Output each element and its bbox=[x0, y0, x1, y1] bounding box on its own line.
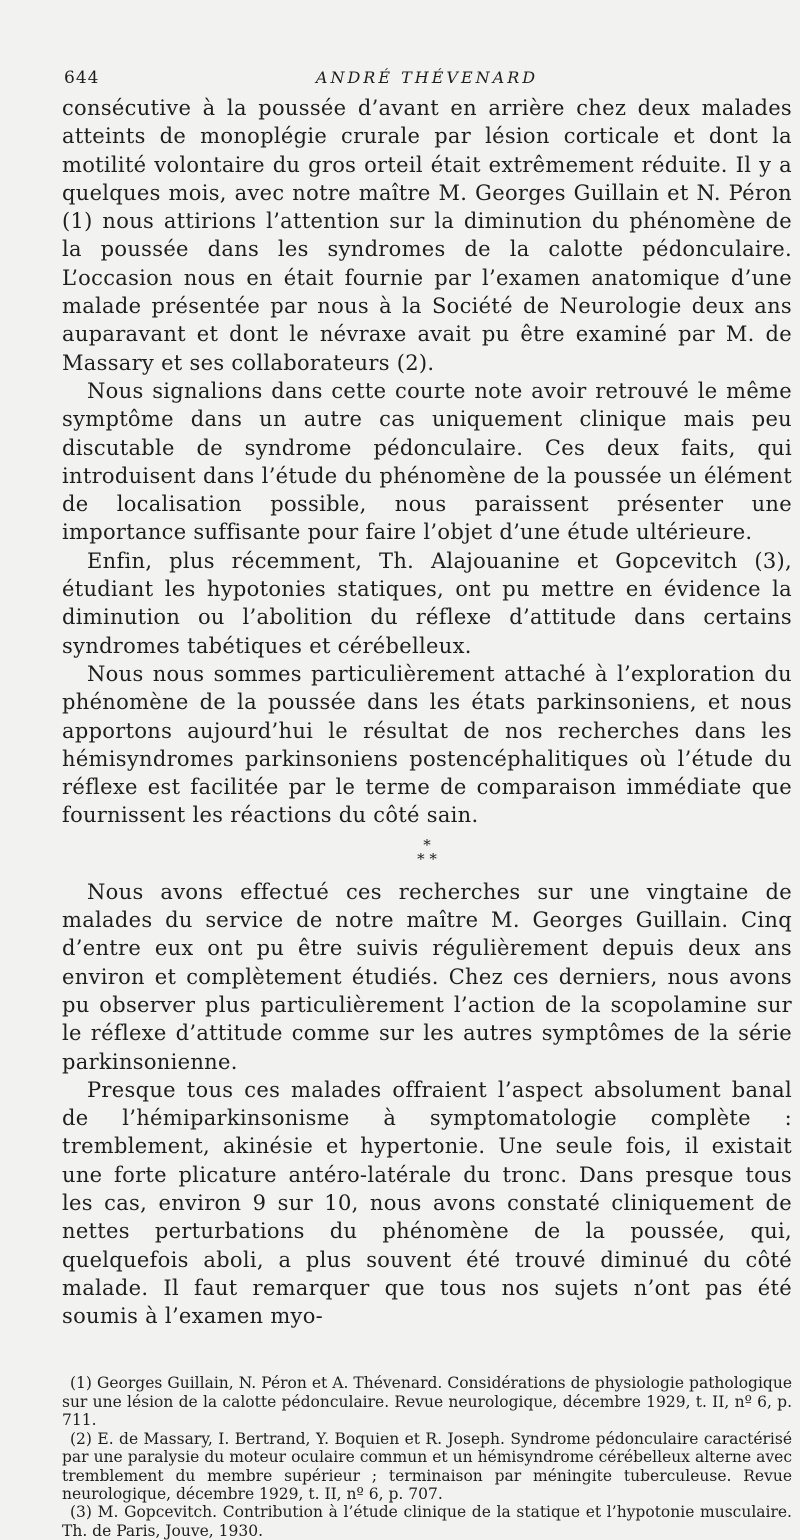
paragraph: Nous nous sommes particulièrement attaché à l’exploration du phénomène de la poussée dans les états parkinsoniens, et nous apportons aujourd’hui le résultat de nos recherches dans les hémisyndromes parkinsoniens postencéphalitiques où l’étude du réflexe est facilitée par le terme de comparaison immédiate que fournissent les réactions du côté sain. bbox=[62, 661, 792, 828]
section-separator bbox=[62, 835, 792, 868]
book-page bbox=[62, 60, 792, 1540]
running-title: ANDRÉ THÉVENARD bbox=[315, 68, 539, 87]
paragraph: Nous avons effectué ces recherches sur une vingtaine de malades du service de notre maître M. Georges Guillain. Cinq d’entre eux ont pu être suivis régulièrement depuis deux ans environ et complètement étudiés. Chez ces derniers, nous avons pu observer plus particulièrement l’action de la scopolamine sur le réflexe d’attitude comme sur les autres symptômes de la série parkinsonienne. bbox=[62, 879, 792, 1074]
paragraph: Enfin, plus récemment, Th. Alajouanine et Gopcevitch (3), étudiant les hypotonies statiques, ont pu mettre en évidence la diminution ou l’abolition du réflexe d’attitude dans certains syndromes tabétiques et cérébelleux. bbox=[62, 548, 792, 658]
footnotes bbox=[62, 1374, 792, 1540]
footnote: (3) M. Gopcevitch. Contribution à l’étude clinique de la statique et l’hypotonie musculaire. Th. de Paris, Jouve, 1930. bbox=[62, 1503, 792, 1540]
asterism-top: * bbox=[423, 835, 431, 854]
footnote: (1) Georges Guillain, N. Péron et A. Thévenard. Considérations de physiologie pathologique sur une lésion de la calotte pédonculaire. Revue neurologique, décembre 1929, t. II, nº 6, p. 711. bbox=[62, 1374, 792, 1430]
body-text bbox=[62, 94, 792, 1330]
paragraph: consécutive à la poussée d’avant en arrière chez deux malades atteints de monoplégie crurale par lésion corticale et dont la motilité volontaire du gros orteil était extrêmement réduite. Il y a quelques mois, avec notre maître M. Georges Guillain et N. Péron (1) nous attirions l’attention sur la diminution du phénomène de la poussée dans les syndromes de la calotte pédonculaire. L’occasion nous en était fournie par l’examen anatomique d’une malade présentée par nous à la Société de Neurologie deux ans auparavant et dont le névraxe avait pu être examiné par M. de Massary et ses collaborateurs (2). bbox=[62, 96, 792, 375]
footnote: (2) E. de Massary, I. Bertrand, Y. Boquien et R. Joseph. Syndrome pédonculaire caractérisé par une paralysie du moteur oculaire commun et un hémisyndrome cérébelleux alterne avec tremblement du membre supérieur ; terminaison par méningite tuberculeuse. Revue neurologique, décembre 1929, t. II, nº 6, p. 707. bbox=[62, 1429, 792, 1503]
paragraph: Presque tous ces malades offraient l’aspect absolument banal de l’hémiparkinsonisme à symptomatologie complète : tremblement, akinésie et hypertonie. Une seule fois, il existait une forte plicature antéro-latérale du tronc. Dans presque tous les cas, environ 9 sur 10, nous avons constaté cliniquement de nettes perturbations du phénomène de la poussée, qui, quelquefois aboli, a plus souvent été trouvé diminué du côté malade. Il faut remarquer que tous nos sujets n’ont pas été soumis à l’examen myo- bbox=[62, 1077, 792, 1329]
asterism-bottom: * * bbox=[417, 849, 437, 868]
page-number: 644 bbox=[64, 68, 100, 88]
paragraph: Nous signalions dans cette courte note avoir retrouvé le même symptôme dans un autre cas uniquement clinique mais peu discutable de syndrome pédonculaire. Ces deux faits, qui introduisent dans l’étude du phénomène de la poussée un élément de localisation possible, nous paraissent présenter une importance suffisante pour faire l’objet d’une étude ultérieure. bbox=[62, 378, 792, 545]
page-header bbox=[62, 60, 792, 94]
